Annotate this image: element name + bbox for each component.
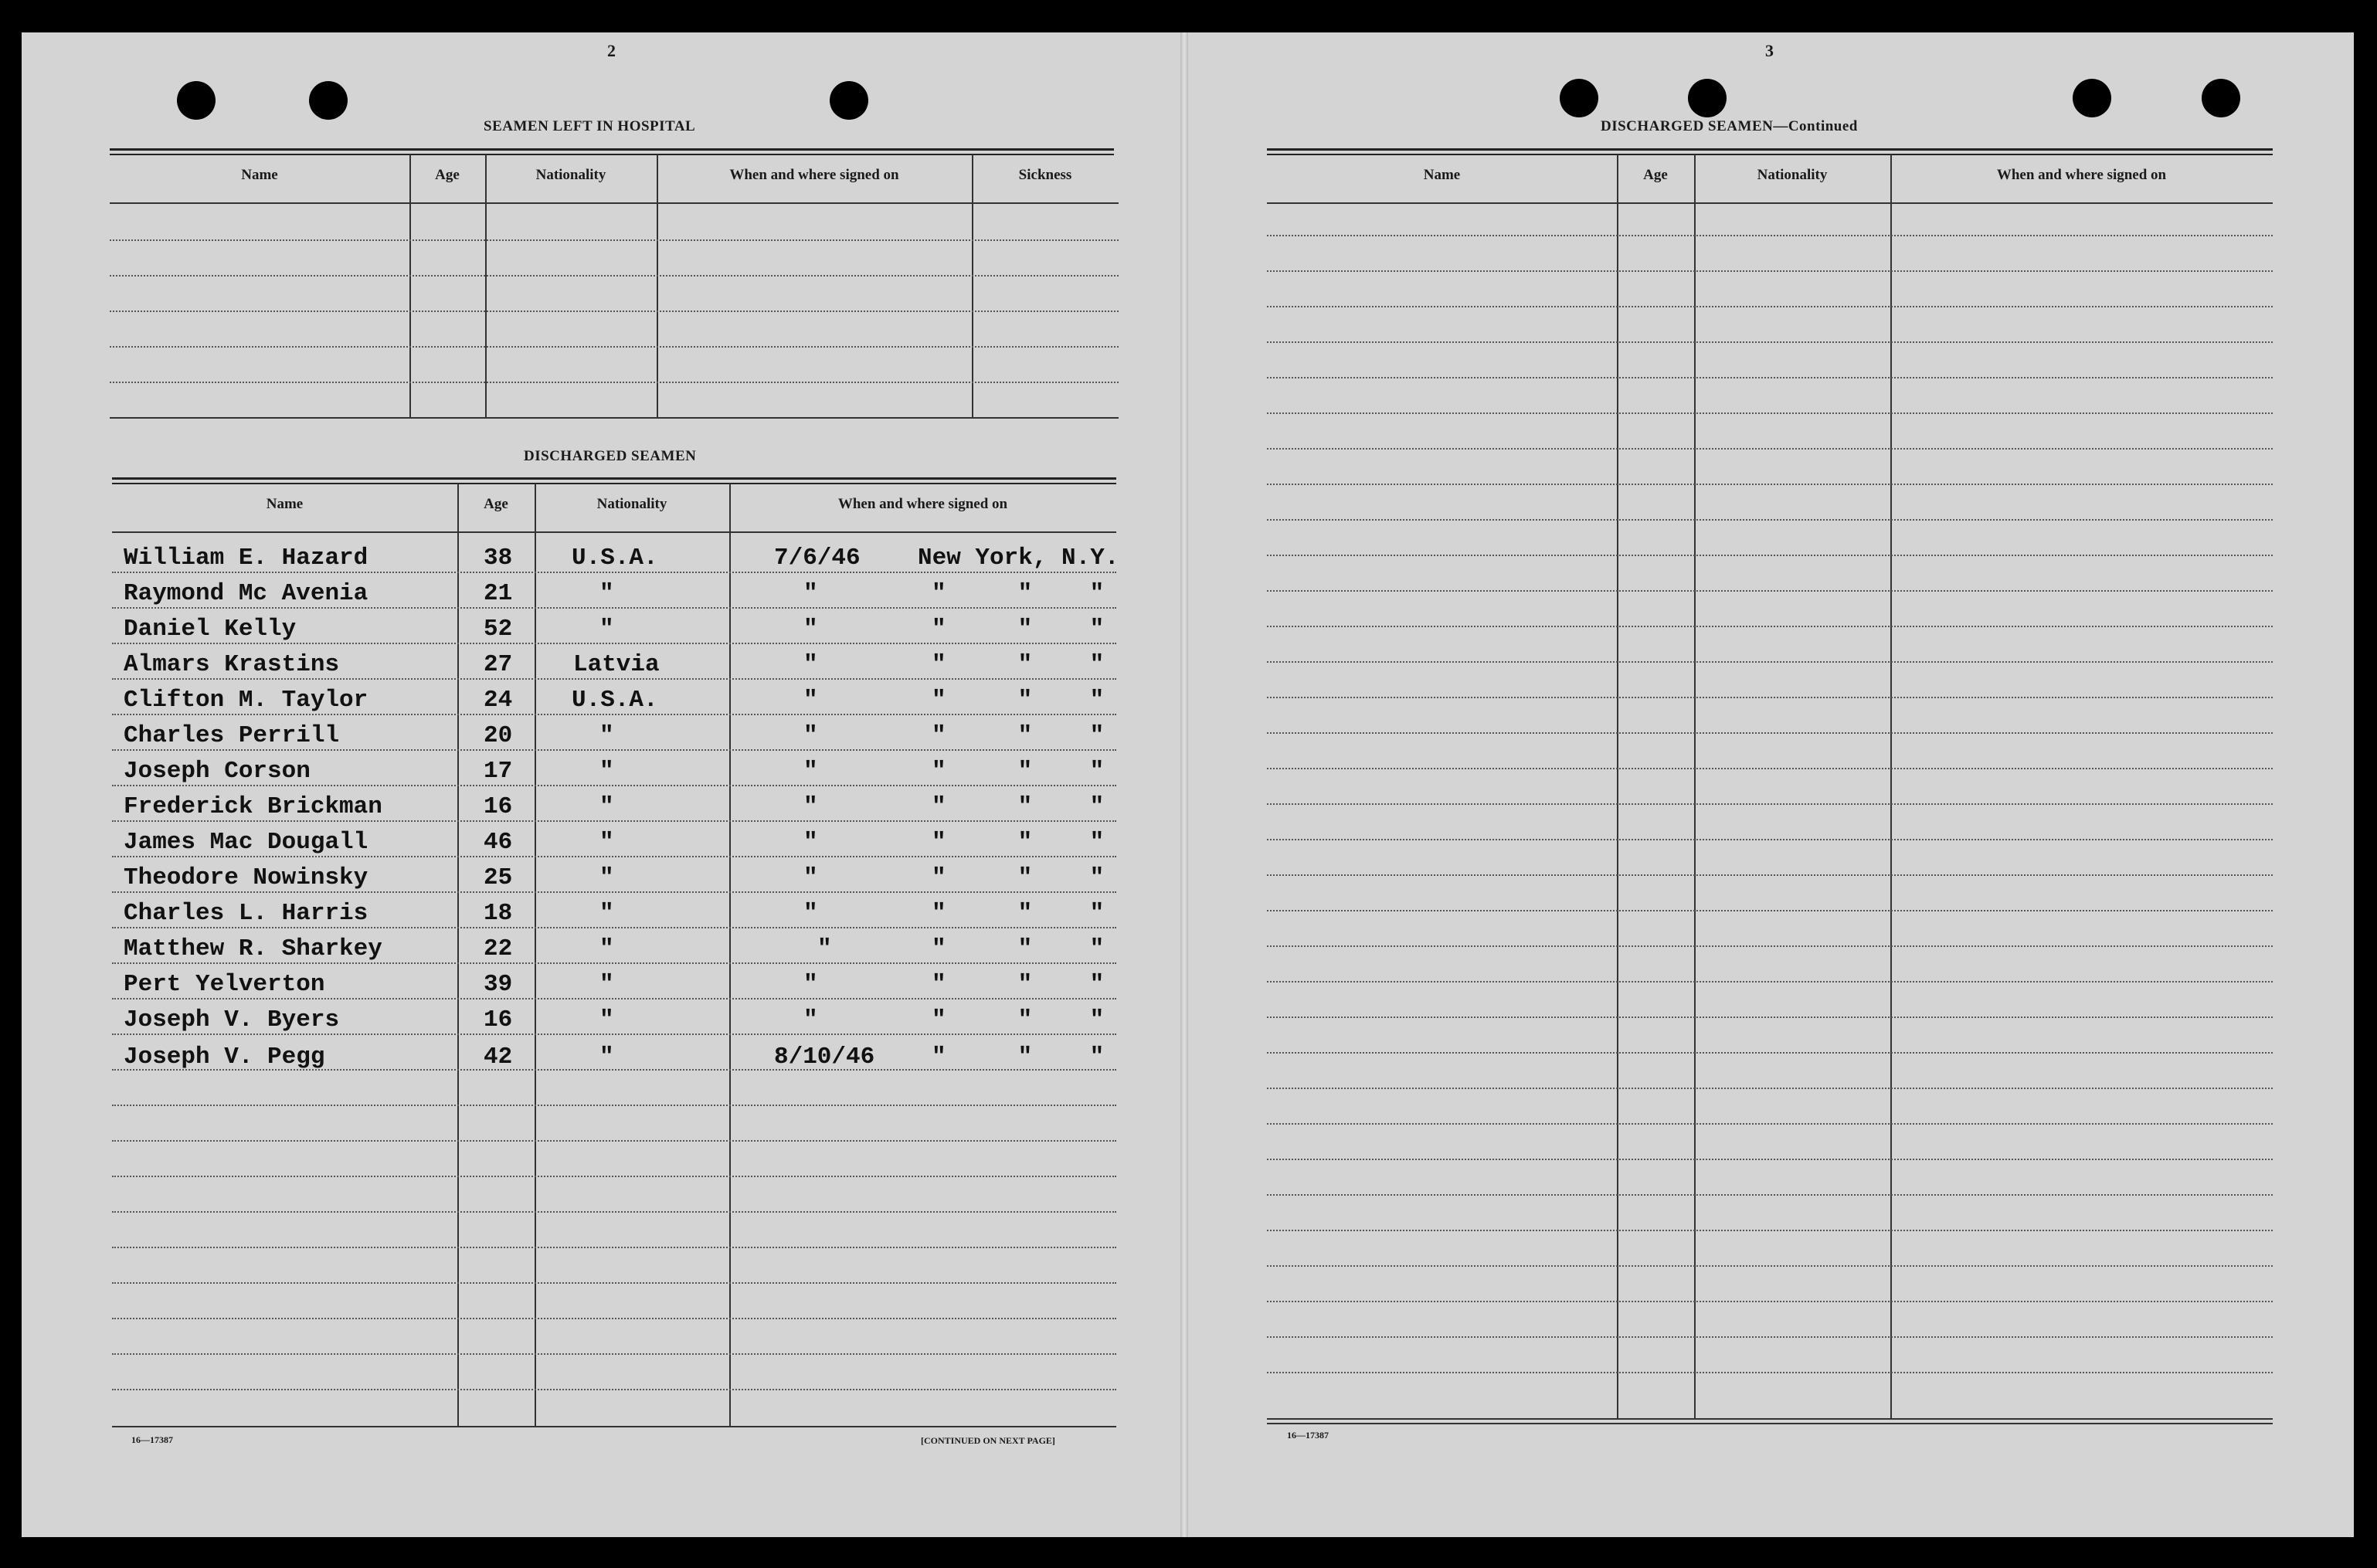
seaman-name: Joseph Corson: [124, 758, 311, 785]
discharged-section-title: DISCHARGED SEAMEN: [524, 448, 697, 464]
seaman-name: Joseph V. Pegg: [124, 1044, 325, 1071]
discharged-col-nationality: Nationality: [596, 496, 667, 512]
right-col-name: Name: [1423, 167, 1461, 183]
form-number: 16—17387: [1287, 1430, 1329, 1441]
seaman-signed-date: 7/6/46: [774, 545, 861, 572]
seaman-age: 21: [484, 580, 513, 607]
seaman-name: Daniel Kelly: [124, 616, 297, 643]
seaman-signed-place: " " ": [932, 829, 1105, 856]
seaman-signed-date: ": [803, 722, 818, 749]
page-fold: [1180, 32, 1188, 1537]
ruled-line: [1267, 412, 2273, 414]
ruled-line: [1267, 270, 2273, 272]
ruled-line: [1267, 306, 2273, 307]
seaman-age: 42: [484, 1044, 513, 1071]
ruled-line: [1267, 484, 2273, 485]
seaman-age: 39: [484, 971, 513, 998]
seaman-name: Raymond Mc Avenia: [124, 580, 368, 607]
ruled-line: [1267, 626, 2273, 627]
seaman-signed-date: 8/10/46: [774, 1044, 875, 1071]
seaman-age: 25: [484, 864, 513, 891]
seaman-nationality: ": [599, 971, 614, 998]
ruled-line: [1267, 981, 2273, 983]
ruled-line: [112, 714, 1116, 715]
seaman-age: 38: [484, 545, 513, 572]
seaman-nationality: ": [599, 758, 614, 785]
ruled-line: [1267, 732, 2273, 734]
right-col-nationality: Nationality: [1757, 167, 1828, 183]
seaman-age: 20: [484, 722, 513, 749]
punch-hole: [2202, 79, 2240, 117]
seaman-signed-date: ": [803, 864, 818, 891]
ruled-line: [112, 856, 1116, 857]
seaman-nationality: ": [599, 900, 614, 927]
ruled-line: [112, 1176, 1116, 1177]
ruled-line: [112, 962, 1116, 964]
seaman-signed-date: ": [803, 971, 818, 998]
punch-hole: [309, 81, 348, 120]
ruled-line: [112, 785, 1116, 786]
form-number: 16—17387: [131, 1434, 173, 1445]
seaman-signed-date: ": [817, 935, 832, 962]
ruled-line: [112, 1318, 1116, 1319]
seaman-nationality: ": [599, 722, 614, 749]
ruled-line: [112, 572, 1116, 573]
seaman-signed-date: ": [803, 1006, 818, 1033]
ruled-line: [1267, 235, 2273, 236]
ruled-line: [1267, 1123, 2273, 1125]
ruled-line: [1267, 1088, 2273, 1089]
ruled-line: [1267, 910, 2273, 911]
seaman-name: James Mac Dougall: [124, 829, 368, 856]
ruled-line: [1267, 661, 2273, 663]
ruled-line: [112, 607, 1116, 609]
discharged-header-rule: [112, 531, 1116, 533]
seaman-age: 46: [484, 829, 513, 856]
seaman-name: Frederick Brickman: [124, 793, 382, 820]
seaman-age: 52: [484, 616, 513, 643]
seaman-signed-date: ": [803, 829, 818, 856]
seaman-nationality: ": [599, 1006, 614, 1033]
ruled-line: [1267, 1016, 2273, 1018]
discharged-col-age: Age: [484, 496, 508, 512]
ruled-line: [112, 891, 1116, 893]
ruled-line: [112, 749, 1116, 751]
seaman-signed-date: ": [803, 687, 818, 714]
ruled-line: [1267, 377, 2273, 378]
ruled-line: [1267, 448, 2273, 450]
seaman-signed-place: " " ": [932, 1006, 1105, 1033]
seaman-name: Matthew R. Sharkey: [124, 935, 382, 962]
right-col-signed-on: When and where signed on: [1996, 167, 2167, 183]
ruled-line: [112, 927, 1116, 928]
seaman-nationality: ": [599, 864, 614, 891]
ruled-line: [1267, 1052, 2273, 1054]
right-col-age: Age: [1643, 167, 1668, 183]
ruled-line: [112, 1140, 1116, 1142]
hospital-col-age: Age: [435, 167, 460, 183]
ruled-line: [1267, 1159, 2273, 1160]
ruled-line: [1267, 1265, 2273, 1267]
discharged-col-name: Name: [266, 496, 304, 512]
ruled-line: [112, 1353, 1116, 1355]
seaman-name: Theodore Nowinsky: [124, 864, 368, 891]
ruled-line: [112, 998, 1116, 1000]
seaman-name: Almars Krastins: [124, 651, 340, 678]
continued-note: [CONTINUED ON NEXT PAGE]: [921, 1435, 1055, 1446]
seaman-nationality: ": [599, 793, 614, 820]
ruled-line: [1267, 1372, 2273, 1373]
seaman-signed-date: ": [803, 900, 818, 927]
seaman-nationality: ": [599, 935, 614, 962]
hospital-header-rule: [110, 202, 1119, 204]
seaman-signed-place: " " ": [932, 722, 1105, 749]
ruled-line: [1267, 874, 2273, 876]
ruled-line: [112, 1282, 1116, 1284]
seaman-age: 18: [484, 900, 513, 927]
seaman-signed-place: " " ": [932, 616, 1105, 643]
seaman-age: 27: [484, 651, 513, 678]
ruled-line: [1267, 803, 2273, 805]
seaman-signed-place: " " ": [932, 687, 1105, 714]
seaman-signed-place: " " ": [932, 758, 1105, 785]
ruled-line: [1267, 697, 2273, 698]
seaman-signed-date: ": [803, 758, 818, 785]
punch-hole: [1560, 79, 1598, 117]
seaman-name: Charles L. Harris: [124, 900, 368, 927]
seaman-signed-place: " " ": [932, 1044, 1105, 1071]
ruled-line: [112, 678, 1116, 680]
seaman-name: Charles Perrill: [124, 722, 340, 749]
seaman-age: 17: [484, 758, 513, 785]
right-page: [1183, 32, 2354, 1537]
discharged-col-signed-on: When and where signed on: [837, 496, 1008, 512]
seaman-name: William E. Hazard: [124, 545, 368, 572]
punch-hole: [177, 81, 216, 120]
ruled-line: [112, 1247, 1116, 1248]
ruled-line: [112, 643, 1116, 644]
seaman-signed-place: " " ": [932, 971, 1105, 998]
ruled-line: [1267, 1336, 2273, 1338]
seaman-nationality: ": [599, 829, 614, 856]
seaman-signed-place: " " ": [932, 935, 1105, 962]
discharged-top-rule: [112, 477, 1116, 484]
ruled-line: [1267, 1301, 2273, 1302]
ruled-line: [1267, 768, 2273, 769]
hospital-col-nationality: Nationality: [535, 167, 606, 183]
seaman-age: 16: [484, 1006, 513, 1033]
ruled-line: [1267, 590, 2273, 592]
seaman-signed-date: ": [803, 616, 818, 643]
seaman-signed-place: " " ": [932, 580, 1105, 607]
hospital-col-sickness: Sickness: [1018, 167, 1072, 183]
ruled-line: [112, 820, 1116, 822]
right-top-rule: [1267, 148, 2273, 155]
hospital-col-signed-on: When and where signed on: [729, 167, 899, 183]
seaman-signed-place: " " ": [932, 651, 1105, 678]
seaman-name: Joseph V. Byers: [124, 1006, 340, 1033]
seaman-signed-date: ": [803, 793, 818, 820]
ruled-line: [1267, 341, 2273, 343]
ruled-line: [112, 1105, 1116, 1106]
seaman-nationality: U.S.A.: [572, 687, 658, 714]
punch-hole: [2073, 79, 2111, 117]
ruled-line: [112, 1069, 1116, 1071]
seaman-name: Clifton M. Taylor: [124, 687, 368, 714]
seaman-age: 16: [484, 793, 513, 820]
ruled-line: [112, 1211, 1116, 1213]
right-header-rule: [1267, 202, 2273, 204]
ruled-line: [1267, 555, 2273, 556]
seaman-nationality: Latvia: [573, 651, 660, 678]
seaman-age: 22: [484, 935, 513, 962]
seaman-signed-place: " " ": [932, 900, 1105, 927]
hospital-col-name: Name: [241, 167, 278, 183]
page-number: 3: [1765, 41, 1774, 60]
seaman-nationality: ": [599, 580, 614, 607]
ruled-line: [1267, 1230, 2273, 1231]
seaman-signed-place: " " ": [932, 864, 1105, 891]
ruled-line: [1267, 1194, 2273, 1196]
ruled-line: [1267, 945, 2273, 947]
ruled-line: [1267, 839, 2273, 840]
hospital-section-title: SEAMEN LEFT IN HOSPITAL: [484, 118, 696, 134]
seaman-age: 24: [484, 687, 513, 714]
seaman-signed-place: " " ": [932, 793, 1105, 820]
seaman-nationality: ": [599, 616, 614, 643]
hospital-top-rule: [110, 148, 1114, 155]
seaman-nationality: U.S.A.: [572, 545, 658, 572]
ruled-line: [1267, 519, 2273, 521]
ruled-line: [112, 1033, 1116, 1035]
seaman-nationality: ": [599, 1044, 614, 1071]
ruled-line: [112, 1389, 1116, 1390]
page-number: 2: [607, 41, 616, 60]
seaman-name: Pert Yelverton: [124, 971, 325, 998]
punch-hole: [830, 81, 868, 120]
seaman-signed-date: ": [803, 651, 818, 678]
seaman-signed-place: New York, N.Y.: [918, 545, 1119, 572]
seaman-signed-date: ": [803, 580, 818, 607]
punch-hole: [1688, 79, 1727, 117]
discharged-continued-title: DISCHARGED SEAMEN—Continued: [1601, 118, 1858, 134]
